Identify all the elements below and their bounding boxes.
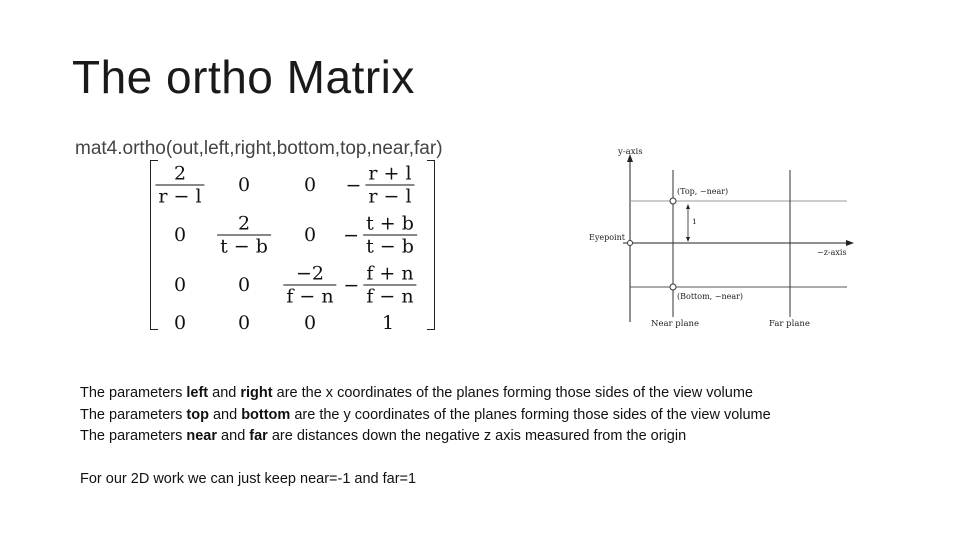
fraction-numerator: t + b (366, 212, 414, 235)
fraction-numerator: f + n (366, 262, 414, 285)
text-segment: The parameters (80, 385, 187, 401)
keyword-near: near (186, 428, 218, 444)
line-left-right (80, 383, 771, 405)
text-segment: and (217, 428, 250, 444)
fraction-denominator: t − b (217, 235, 271, 258)
keyword-top: top (186, 406, 209, 423)
line-top-bottom (80, 405, 771, 427)
keyword-bottom: bottom (241, 406, 291, 423)
z-axis-label: −z-axis (817, 248, 847, 257)
fraction-numerator: 2 (237, 212, 251, 235)
keyword-right: right (240, 385, 273, 401)
fraction-numerator: 2 (173, 162, 187, 185)
fraction-numerator: r + l (368, 162, 412, 185)
fraction-denominator: f − n (363, 285, 416, 308)
function-signature: mat4.ortho(out,left,right,bottom,top,near,far) (75, 138, 443, 159)
keyword-far: far (249, 428, 268, 444)
cell-r0-c3 (345, 163, 414, 208)
text-segment: and (208, 406, 242, 423)
fraction-denominator: t − b (363, 235, 417, 258)
top-near-label: (Top, −near) (677, 187, 729, 196)
text-segment: are the x coordinates of the planes forming those sides of the view volume (272, 385, 753, 401)
unit-label: 1 (692, 217, 697, 226)
cell-r2-c0: 0 (173, 274, 187, 296)
cell-r0-c1: 0 (237, 174, 251, 196)
view-volume-diagram (585, 142, 860, 337)
cell-r1-c1 (217, 213, 271, 258)
text-segment: The parameters (80, 428, 187, 444)
eyepoint-marker (628, 241, 633, 246)
cell-r3-c3: 1 (381, 312, 395, 334)
cell-r3-c0: 0 (173, 312, 187, 334)
line-near-far (80, 426, 771, 448)
fraction-denominator: r − l (155, 185, 204, 208)
cell-r1-c0: 0 (173, 224, 187, 246)
matrix-right-bracket (427, 160, 435, 330)
fraction-denominator: f − n (283, 285, 336, 308)
cell-r2-c1: 0 (237, 274, 251, 296)
y-axis-label: y-axis (618, 147, 643, 157)
near-plane-label: Near plane (651, 319, 700, 329)
unit-arrow-up (686, 204, 690, 209)
cell-r3-c1: 0 (237, 312, 251, 334)
minus-sign: − (345, 174, 362, 196)
text-segment: The parameters (80, 406, 187, 423)
z-axis-arrowhead (846, 240, 854, 246)
cell-r1-c2: 0 (303, 224, 317, 246)
unit-arrow-down (686, 237, 690, 242)
keyword-left: left (186, 385, 209, 401)
parameters-description (80, 383, 771, 448)
cell-r1-c3 (343, 213, 417, 258)
cell-r0-c2: 0 (303, 174, 317, 196)
text-segment: and (208, 385, 241, 401)
2d-note: For our 2D work we can just keep near=-1 and far=1 (80, 471, 417, 487)
cell-r2-c3 (343, 263, 416, 308)
cell-r2-c2 (283, 263, 336, 308)
eyepoint-label: Eyepoint (589, 233, 625, 242)
text-segment: are distances down the negative z axis measured from the origin (267, 428, 687, 444)
minus-sign: − (343, 274, 360, 296)
slide-title: The ortho Matrix (72, 51, 415, 103)
fraction-numerator: −2 (295, 262, 324, 285)
cell-r0-c0 (155, 163, 204, 208)
fraction-denominator: r − l (365, 185, 414, 208)
bottom-near-label: (Bottom, −near) (677, 292, 744, 301)
bottom-near-point (670, 284, 676, 290)
far-plane-label: Far plane (769, 319, 810, 329)
minus-sign: − (343, 224, 360, 246)
cell-r3-c2: 0 (303, 312, 317, 334)
ortho-matrix (150, 160, 435, 334)
text-segment: are the y coordinates of the planes forming those sides of the view volume (290, 406, 771, 423)
top-near-point (670, 198, 676, 204)
